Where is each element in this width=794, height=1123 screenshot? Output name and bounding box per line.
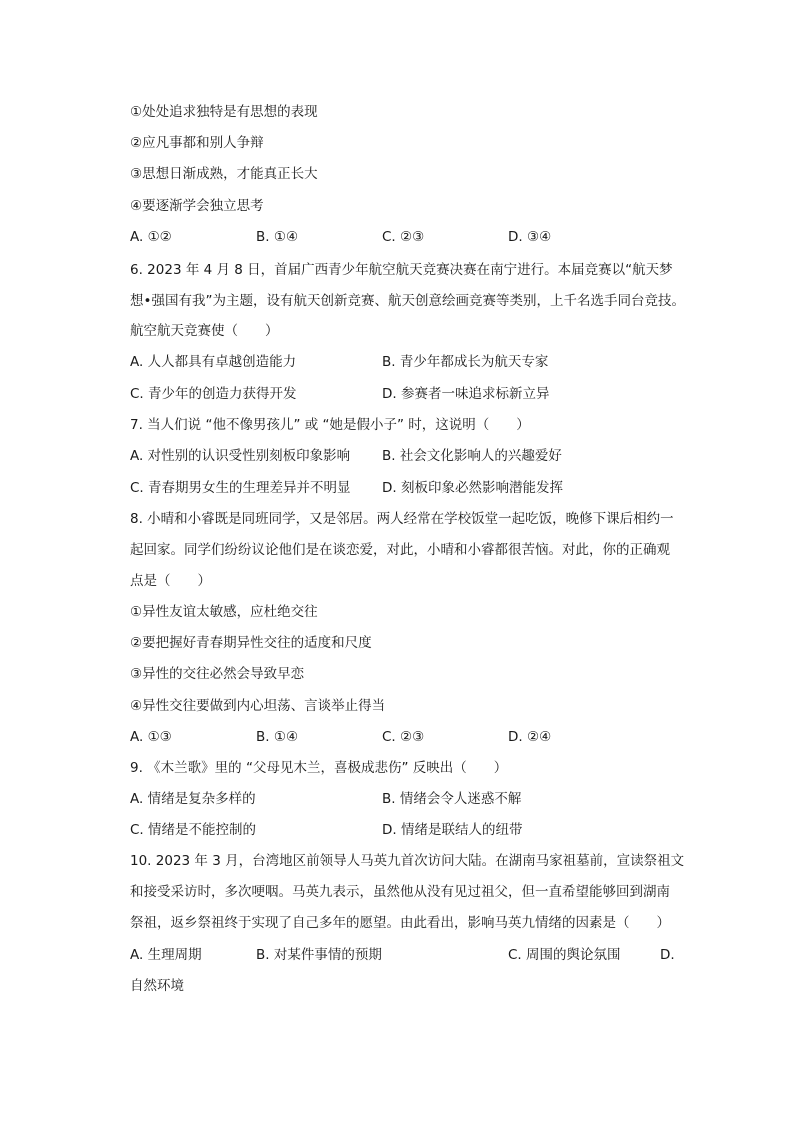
q9-option-c: C. 情绪是不能控制的	[130, 822, 257, 838]
q9-option-d: D. 情绪是联结人的纽带	[382, 822, 523, 838]
q5-statement-4: ④要逐渐学会独立思考	[130, 198, 264, 214]
q8-option-a: A. ①③	[130, 729, 172, 745]
q9-option-b: B. 情绪会令人迷惑不解	[382, 791, 522, 807]
q10-option-b: B. 对某件事情的预期	[256, 947, 382, 963]
q10-stem-line-2: 和接受采访时，多次哽咽。马英九表示，虽然他从没有见过祖父，但一直希望能够回到湖南	[130, 884, 670, 900]
q6-option-d: D. 参赛者一味追求标新立异	[382, 386, 550, 402]
q10-option-a: A. 生理周期	[130, 947, 202, 963]
q6-option-a: A. 人人都具有卓越创造能力	[130, 354, 297, 370]
q5-statement-3: ③思想日渐成熟，才能真正长大	[130, 166, 318, 182]
q10-option-c: C. 周围的舆论氛围	[508, 947, 621, 963]
q8-option-c: C. ②③	[382, 729, 425, 745]
q10-stem-line-1: 10. 2023 年 3 月，台湾地区前领导人马英九首次访问大陆。在湖南马家祖墓前，宣读祭祖文	[130, 853, 685, 869]
q6-stem-line-2: 想•强国有我”为主题，设有航天创新竞赛、航天创意绘画竞赛等类别，上千名选手同台竞技。	[130, 293, 685, 309]
q5-statement-2: ②应凡事都和别人争辩	[130, 135, 264, 151]
q7-option-c: C. 青春期男女生的生理差异并不明显	[130, 480, 351, 496]
q5-option-b: B. ①④	[256, 229, 299, 245]
q5-option-c: C. ②③	[382, 229, 425, 245]
q7-option-a: A. 对性别的认识受性别刻板印象影响	[130, 448, 351, 464]
q8-option-d: D. ②④	[508, 729, 552, 745]
q8-statement-4: ④异性交往要做到内心坦荡、言谈举止得当	[130, 698, 386, 714]
q8-stem-line-1: 8. 小晴和小睿既是同班同学，又是邻居。两人经常在学校饭堂一起吃饭，晚修下课后相约一	[130, 511, 674, 527]
q7-option-b: B. 社会文化影响人的兴趣爱好	[382, 448, 562, 464]
q8-statement-1: ①异性友谊太敏感，应杜绝交往	[130, 604, 318, 620]
q7-stem: 7. 当人们说 “他不像男孩儿” 或 “她是假小子” 时，这说明（ ）	[130, 417, 530, 433]
q9-stem: 9. 《木兰歌》里的 “父母见木兰，喜极成悲伤” 反映出（ ）	[130, 760, 508, 776]
q8-option-b: B. ①④	[256, 729, 299, 745]
q5-option-a: A. ①②	[130, 229, 172, 245]
q10-stem-line-3: 祭祖，返乡祭祖终于实现了自己多年的愿望。由此看出，影响马英九情绪的因素是（ ）	[130, 915, 670, 931]
q8-statement-3: ③异性的交往必然会导致早恋	[130, 666, 305, 682]
q7-option-d: D. 刻板印象必然影响潜能发挥	[382, 480, 563, 496]
q8-statement-2: ②要把握好青春期异性交往的适度和尺度	[130, 635, 372, 651]
q9-option-a: A. 情绪是复杂多样的	[130, 791, 256, 807]
q5-statement-1: ①处处追求独特是有思想的表现	[130, 104, 318, 120]
q6-stem-line-1: 6. 2023 年 4 月 8 日，首届广西青少年航空航天竞赛决赛在南宁进行。本届竞赛以“航天梦	[130, 262, 673, 278]
q6-option-b: B. 青少年都成长为航天专家	[382, 354, 549, 370]
q10-option-d: D.	[660, 947, 675, 963]
q10-option-d-text: 自然环境	[130, 978, 184, 994]
q8-stem-line-2: 起回家。同学们纷纷议论他们是在谈恋爱，对此，小晴和小睿都很苦恼。对此，你的正确观	[130, 542, 670, 558]
q6-stem-line-3: 航空航天竞赛使（ ）	[130, 323, 279, 339]
q5-option-d: D. ③④	[508, 229, 552, 245]
q6-option-c: C. 青少年的创造力获得开发	[130, 386, 297, 402]
q8-stem-line-3: 点是（ ）	[130, 573, 211, 589]
